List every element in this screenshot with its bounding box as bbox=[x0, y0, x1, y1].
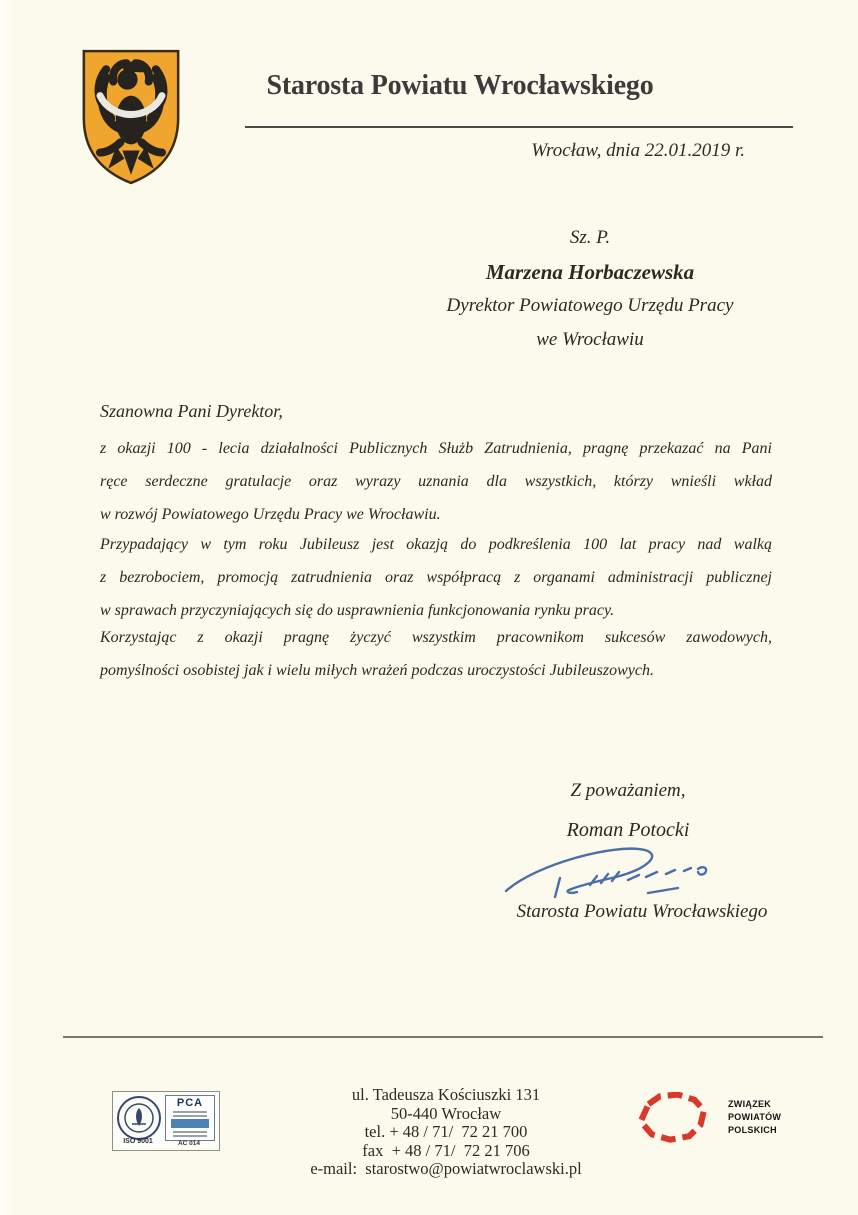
paragraph-2 bbox=[100, 528, 772, 627]
body-line: Korzystając z okazji pragnę życzyć wszystkim pracownikom sukcesów zawodowych, bbox=[100, 629, 772, 646]
address-fax: fax + 48 / 71/ 72 21 706 bbox=[362, 1140, 530, 1160]
body-line: z bezrobociem, promocją zatrudnienia oraz współpracą z organami administracji publicznej bbox=[100, 569, 772, 586]
date-line: Wrocław, dnia 22.01.2019 r. bbox=[531, 140, 745, 161]
address-email: e-mail: starostwo@powiatwroclawski.pl bbox=[310, 1159, 582, 1178]
footer-rule bbox=[63, 1036, 823, 1038]
recipient-name: Marzena Horbaczewska bbox=[485, 260, 695, 284]
paragraph-3 bbox=[100, 621, 772, 687]
paragraph-1 bbox=[100, 432, 772, 531]
iso-stamp-icon bbox=[117, 1096, 161, 1140]
recipient-title: Dyrektor Powiatowego Urzędu Pracy bbox=[446, 295, 734, 316]
body-line: pomyślności osobistej jak i wielu miłych wrażeń podczas uroczystości Jubileuszowych. bbox=[100, 662, 655, 679]
handwritten-signature-icon bbox=[498, 840, 733, 902]
zpp-logo-text bbox=[728, 1098, 781, 1137]
recipient-salutation-prefix: Sz. P. bbox=[569, 227, 611, 248]
pca-fineprint-bar bbox=[173, 1131, 207, 1133]
greeting-line: Szanowna Pani Dyrektor, bbox=[100, 401, 283, 421]
pca-fineprint-bar bbox=[173, 1111, 207, 1113]
body-line: w rozwój Powiatowego Urzędu Pracy we Wrocławiu. bbox=[100, 506, 441, 523]
recipient-city: we Wrocławiu bbox=[536, 329, 644, 350]
zpp-line: POLSKICH bbox=[728, 1125, 777, 1135]
body-line: ręce serdeczne gratulacje oraz wyrazy uznania dla wszystkich, którzy wnieśli wkład bbox=[100, 473, 772, 490]
recipient-block bbox=[390, 221, 790, 357]
body-line: w sprawach przyczyniających się do usprawnienia funkcjonowania rynku pracy. bbox=[100, 602, 615, 619]
address-street: ul. Tadeusza Kościuszki 131 bbox=[351, 1085, 541, 1104]
body-line: z okazji 100 - lecia działalności Publicznych Służb Zatrudnienia, pragnę przekazać na Pani bbox=[100, 440, 772, 457]
letterhead-title: Starosta Powiatu Wrocławskiego bbox=[266, 70, 654, 101]
ac-014-label: AC 014 bbox=[177, 1140, 201, 1147]
iso-pca-certification-badge bbox=[112, 1091, 220, 1151]
address-phone: tel. + 48 / 71/ 72 21 700 bbox=[364, 1122, 528, 1141]
pca-fineprint-bar bbox=[173, 1115, 207, 1117]
zpp-line: ZWIĄZEK bbox=[728, 1099, 772, 1109]
signer-title: Starosta Powiatu Wrocławskiego bbox=[516, 901, 768, 922]
pca-accreditation-box bbox=[171, 1119, 209, 1128]
pca-label: PCA bbox=[176, 1097, 204, 1109]
zpp-line: POWIATÓW bbox=[728, 1112, 782, 1122]
address-city: 50-440 Wrocław bbox=[390, 1103, 502, 1123]
header-rule bbox=[245, 126, 793, 128]
valediction: Z poważaniem, bbox=[570, 780, 686, 801]
pca-fineprint-bar bbox=[173, 1135, 207, 1137]
body-line: Przypadający w tym roku Jubileusz jest okazją do podkreślenia 100 lat pracy nad walką bbox=[100, 536, 772, 553]
footer-address-block bbox=[246, 1086, 646, 1179]
signer-name: Roman Potocki bbox=[566, 819, 690, 841]
pca-logo bbox=[165, 1095, 215, 1141]
poland-map-icon bbox=[627, 1092, 722, 1144]
coat-of-arms-icon bbox=[75, 45, 187, 187]
iso-9001-label: ISO 9001 bbox=[123, 1138, 153, 1145]
